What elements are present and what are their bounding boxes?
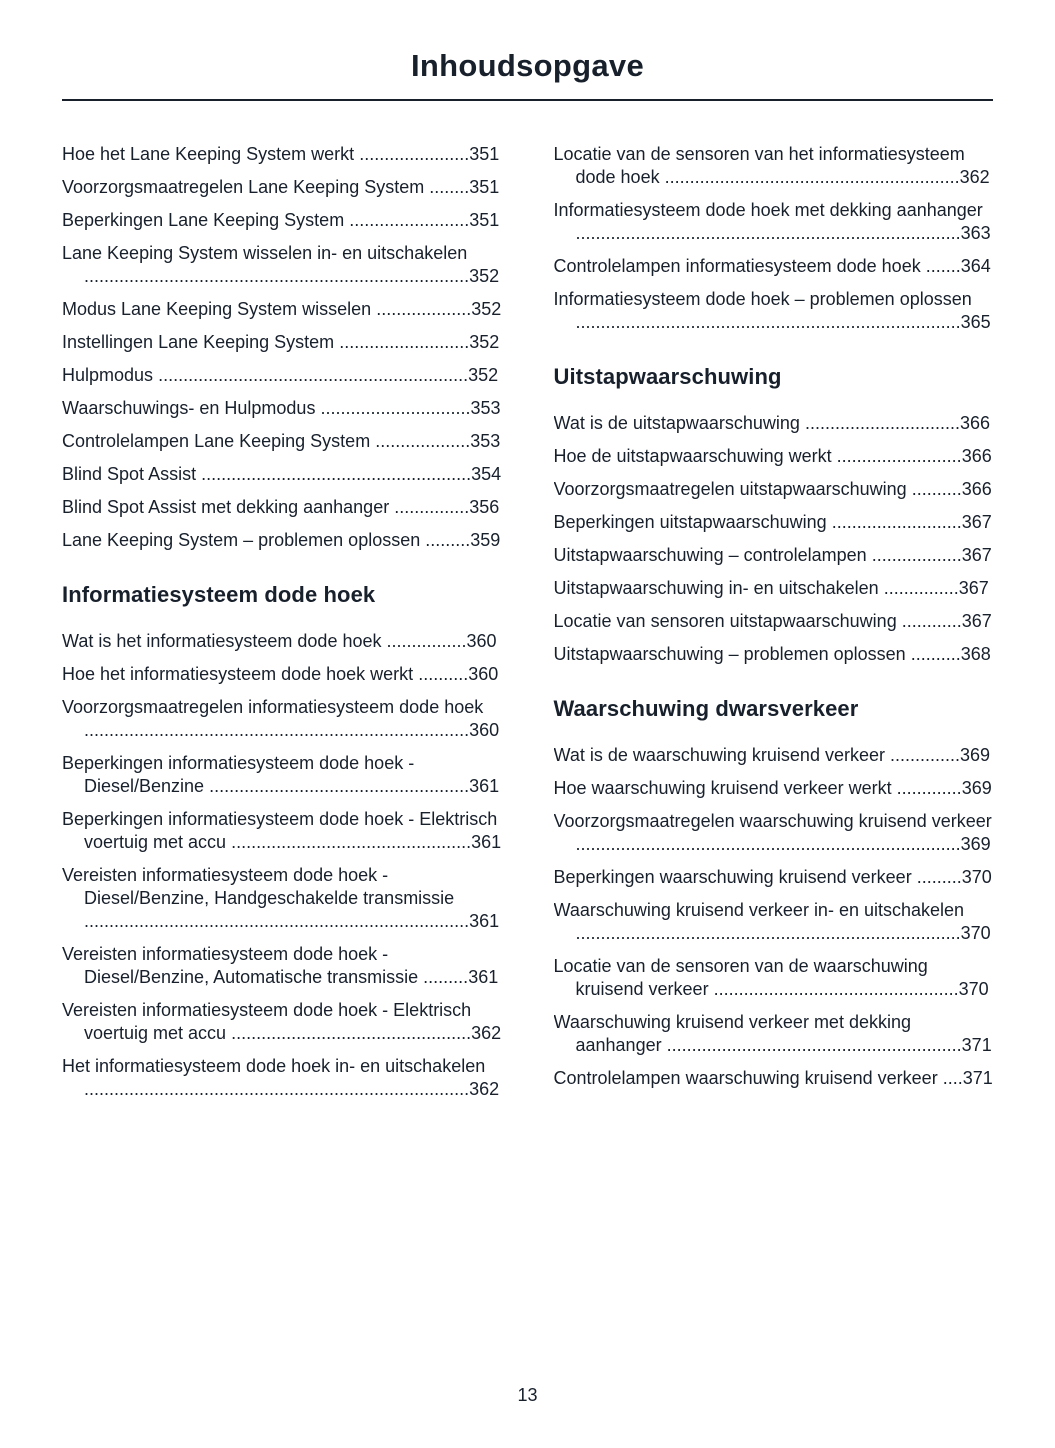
dot-leader: .................. xyxy=(871,545,962,565)
page-ref: 352 xyxy=(469,332,500,352)
page-ref: 366 xyxy=(960,413,991,433)
page-ref: 371 xyxy=(961,1035,992,1055)
toc-entry-title: Hoe waarschuwing kruisend verkeer werkt xyxy=(553,778,892,798)
toc-entry-title: Wat is het informatiesysteem dode hoek xyxy=(62,631,382,651)
dot-leader: ........................ xyxy=(349,210,470,230)
page-ref: 366 xyxy=(961,479,992,499)
dot-leader: ............................................................................. xyxy=(575,223,961,243)
toc-entry-title: Lane Keeping System – problemen oplossen xyxy=(62,530,421,550)
right-column xyxy=(554,143,994,1111)
dot-leader: ...................................................... xyxy=(201,464,472,484)
dot-leader: ............... xyxy=(883,578,959,598)
dot-leader: .............................. xyxy=(320,398,471,418)
page-ref: 352 xyxy=(468,365,499,385)
dot-leader: ............................... xyxy=(804,413,960,433)
page-title: Inhoudsopgave xyxy=(411,48,644,83)
dot-leader: .............. xyxy=(890,745,961,765)
page-ref: 371 xyxy=(962,1068,993,1088)
toc-entry-title: Waarschuwings- en Hulpmodus xyxy=(62,398,316,418)
toc-entry-title: Voorzorgsmaatregelen waarschuwing kruisend verkeer xyxy=(553,811,992,831)
toc-entry-title: Beperkingen uitstapwaarschuwing xyxy=(553,512,827,532)
toc-entry xyxy=(554,478,994,501)
toc-entry-title: Voorzorgsmaatregelen informatiesysteem dode hoek xyxy=(62,697,484,717)
dot-leader: ............................................................................. xyxy=(575,923,961,943)
toc-entry-title: Wat is de waarschuwing kruisend verkeer xyxy=(553,745,885,765)
toc-entry xyxy=(62,663,502,686)
dot-leader: ................................................ xyxy=(231,1023,472,1043)
dot-leader: ............................................................................. xyxy=(84,266,470,286)
dot-leader: ....... xyxy=(925,256,961,276)
toc-entry xyxy=(554,255,994,278)
toc-entry-title: Waarschuwing kruisend verkeer in- en uitschakelen xyxy=(553,900,965,920)
page-ref: 352 xyxy=(471,299,502,319)
page-ref: 367 xyxy=(961,611,992,631)
dot-leader: ...................... xyxy=(359,144,470,164)
dot-leader: .......................... xyxy=(831,512,962,532)
dot-leader: ............................................................................. xyxy=(575,834,961,854)
toc-entry xyxy=(62,143,502,166)
toc-entry-title: Hulpmodus xyxy=(62,365,154,385)
dot-leader: .......................... xyxy=(339,332,470,352)
toc-entry xyxy=(554,610,994,633)
toc-entry-title: Uitstapwaarschuwing – problemen oplossen xyxy=(553,644,906,664)
page-ref: 364 xyxy=(960,256,991,276)
page-ref: 369 xyxy=(960,745,991,765)
toc-entry-title: Beperkingen informatiesysteem dode hoek - Elektrisch voertuig met accu xyxy=(62,809,498,852)
toc-entry xyxy=(62,364,502,387)
page-ref: 362 xyxy=(469,1079,500,1099)
toc-entry-title: Hoe het informatiesysteem dode hoek werkt xyxy=(62,664,414,684)
page-ref: 353 xyxy=(470,398,501,418)
page-ref: 366 xyxy=(961,446,992,466)
page-ref: 359 xyxy=(470,530,501,550)
toc-entry-title: Hoe het Lane Keeping System werkt xyxy=(62,144,355,164)
dot-leader: ............. xyxy=(896,778,962,798)
dot-leader: .......... xyxy=(911,479,962,499)
dot-leader: ............... xyxy=(394,497,470,517)
page-ref: 361 xyxy=(469,911,500,931)
page-ref: 352 xyxy=(469,266,500,286)
dot-leader: .................................................... xyxy=(209,776,470,796)
page-ref: 360 xyxy=(469,720,500,740)
page-ref: 370 xyxy=(960,923,991,943)
page-ref: 370 xyxy=(961,867,992,887)
toc-entry xyxy=(62,1055,502,1101)
toc-entry-title: Blind Spot Assist met dekking aanhanger xyxy=(62,497,390,517)
section-heading: Waarschuwing dwarsverkeer xyxy=(553,696,859,721)
page-ref: 360 xyxy=(466,631,497,651)
dot-leader: .......... xyxy=(910,644,961,664)
toc-entry-title: Informatiesysteem dode hoek met dekking aanhanger xyxy=(553,200,983,220)
page-ref: 361 xyxy=(469,776,500,796)
toc-entry xyxy=(554,1067,994,1090)
page-number: 13 xyxy=(517,1385,538,1405)
page-ref: 360 xyxy=(468,664,499,684)
toc-entry xyxy=(554,777,994,800)
toc-entry xyxy=(554,899,994,945)
page-ref: 365 xyxy=(960,312,991,332)
toc-entry-title: Vereisten informatiesysteem dode hoek - Elektrisch voertuig met accu xyxy=(62,1000,472,1043)
toc-entry-title: Het informatiesysteem dode hoek in- en uitschakelen xyxy=(62,1056,486,1076)
toc-entry xyxy=(554,643,994,666)
toc-entry-title: Hoe de uitstapwaarschuwing werkt xyxy=(553,446,832,466)
toc-entry xyxy=(62,298,502,321)
dot-leader: .............................................................. xyxy=(158,365,469,385)
toc-entry-title: Beperkingen informatiesysteem dode hoek - Diesel/Benzine xyxy=(62,753,415,796)
toc-entry-title: Controlelampen informatiesysteem dode hoek xyxy=(553,256,921,276)
dot-leader: ............................................................................. xyxy=(575,312,961,332)
page-ref: 351 xyxy=(469,177,500,197)
page-ref: 369 xyxy=(960,834,991,854)
page-ref: 361 xyxy=(468,967,499,987)
toc-entry xyxy=(62,529,502,552)
toc-entry-title: Beperkingen Lane Keeping System xyxy=(62,210,345,230)
page-ref: 362 xyxy=(471,1023,502,1043)
toc-entry xyxy=(554,288,994,334)
left-column xyxy=(62,143,502,1111)
dot-leader: ........ xyxy=(429,177,470,197)
toc-entry xyxy=(62,999,502,1045)
toc-entry xyxy=(62,331,502,354)
toc-entry xyxy=(554,143,994,189)
dot-leader: ......... xyxy=(423,967,469,987)
page-ref: 354 xyxy=(471,464,502,484)
toc-entry-title: Locatie van de sensoren van de waarschuwing kruisend verkeer xyxy=(553,956,928,999)
toc-entry-title: Lane Keeping System wisselen in- en uitschakelen xyxy=(62,243,468,263)
toc-entry xyxy=(554,955,994,1001)
toc-entry xyxy=(62,242,502,288)
toc-entry-title: Informatiesysteem dode hoek – problemen oplossen xyxy=(553,289,972,309)
toc-entry-title: Uitstapwaarschuwing in- en uitschakelen xyxy=(553,578,879,598)
toc-entry-title: Voorzorgsmaatregelen uitstapwaarschuwing xyxy=(553,479,907,499)
dot-leader: ............................................................................. xyxy=(84,911,470,931)
dot-leader: .......... xyxy=(418,664,469,684)
toc-entry-title: Waarschuwing kruisend verkeer met dekking aanhanger xyxy=(553,1012,911,1055)
toc-entry-title: Uitstapwaarschuwing – controlelampen xyxy=(553,545,867,565)
toc-entry xyxy=(554,744,994,767)
toc-entry-title: Instellingen Lane Keeping System xyxy=(62,332,335,352)
toc-entry xyxy=(554,1011,994,1057)
toc-entry-title: Controlelampen waarschuwing kruisend verkeer xyxy=(553,1068,938,1088)
toc-entry xyxy=(62,943,502,989)
toc-entry-title: Locatie van de sensoren van het informatiesysteem dode hoek xyxy=(553,144,965,187)
toc-columns xyxy=(62,143,993,1111)
dot-leader: ........................................................... xyxy=(666,1035,962,1055)
toc-entry xyxy=(62,630,502,653)
toc-entry xyxy=(62,864,502,933)
section-heading: Uitstapwaarschuwing xyxy=(553,364,782,389)
toc-entry xyxy=(62,176,502,199)
dot-leader: ......... xyxy=(916,867,962,887)
dot-leader: .... xyxy=(942,1068,963,1088)
dot-leader: ................................................. xyxy=(713,979,959,999)
toc-entry xyxy=(554,199,994,245)
toc-entry xyxy=(554,511,994,534)
toc-entry xyxy=(554,810,994,856)
page-ref: 353 xyxy=(470,431,501,451)
toc-entry-title: Vereisten informatiesysteem dode hoek - Diesel/Benzine, Automatische transmissie xyxy=(62,944,419,987)
dot-leader: ................ xyxy=(386,631,467,651)
dot-leader: ............................................................................. xyxy=(84,1079,470,1099)
page-ref: 363 xyxy=(960,223,991,243)
dot-leader: ............................................................................. xyxy=(84,720,470,740)
toc-entry xyxy=(62,209,502,232)
dot-leader: ......... xyxy=(425,530,471,550)
title-rule xyxy=(62,99,993,101)
page-ref: 361 xyxy=(471,832,502,852)
toc-entry-title: Beperkingen waarschuwing kruisend verkeer xyxy=(553,867,912,887)
toc-entry-title: Locatie van sensoren uitstapwaarschuwing xyxy=(553,611,897,631)
toc-entry xyxy=(62,463,502,486)
page-ref: 367 xyxy=(958,578,989,598)
dot-leader: ................... xyxy=(376,299,472,319)
page-ref: 368 xyxy=(960,644,991,664)
toc-entry-title: Blind Spot Assist xyxy=(62,464,197,484)
dot-leader: ................... xyxy=(375,431,471,451)
toc-entry xyxy=(62,496,502,519)
toc-entry xyxy=(62,808,502,854)
page-ref: 367 xyxy=(961,512,992,532)
toc-entry xyxy=(554,544,994,567)
page-ref: 370 xyxy=(958,979,989,999)
page-ref: 351 xyxy=(469,210,500,230)
page-ref: 367 xyxy=(961,545,992,565)
page-ref: 356 xyxy=(469,497,500,517)
toc-entry xyxy=(62,696,502,742)
toc-entry-title: Controlelampen Lane Keeping System xyxy=(62,431,371,451)
toc-entry xyxy=(554,866,994,889)
page-ref: 369 xyxy=(961,778,992,798)
toc-entry xyxy=(62,430,502,453)
toc-entry xyxy=(554,577,994,600)
toc-entry xyxy=(62,397,502,420)
dot-leader: ......................... xyxy=(836,446,962,466)
page-ref: 351 xyxy=(469,144,500,164)
dot-leader: ........................................................... xyxy=(664,167,960,187)
toc-entry-title: Modus Lane Keeping System wisselen xyxy=(62,299,372,319)
toc-entry-title: Wat is de uitstapwaarschuwing xyxy=(553,413,800,433)
toc-entry xyxy=(554,412,994,435)
toc-entry-title: Voorzorgsmaatregelen Lane Keeping System xyxy=(62,177,425,197)
toc-entry xyxy=(554,445,994,468)
toc-entry-title: Vereisten informatiesysteem dode hoek - Diesel/Benzine, Handgeschakelde transmissie xyxy=(62,865,455,908)
page-ref: 362 xyxy=(959,167,990,187)
dot-leader: ............ xyxy=(901,611,962,631)
section-heading: Informatiesysteem dode hoek xyxy=(62,582,376,607)
dot-leader: ................................................ xyxy=(231,832,472,852)
toc-entry xyxy=(62,752,502,798)
